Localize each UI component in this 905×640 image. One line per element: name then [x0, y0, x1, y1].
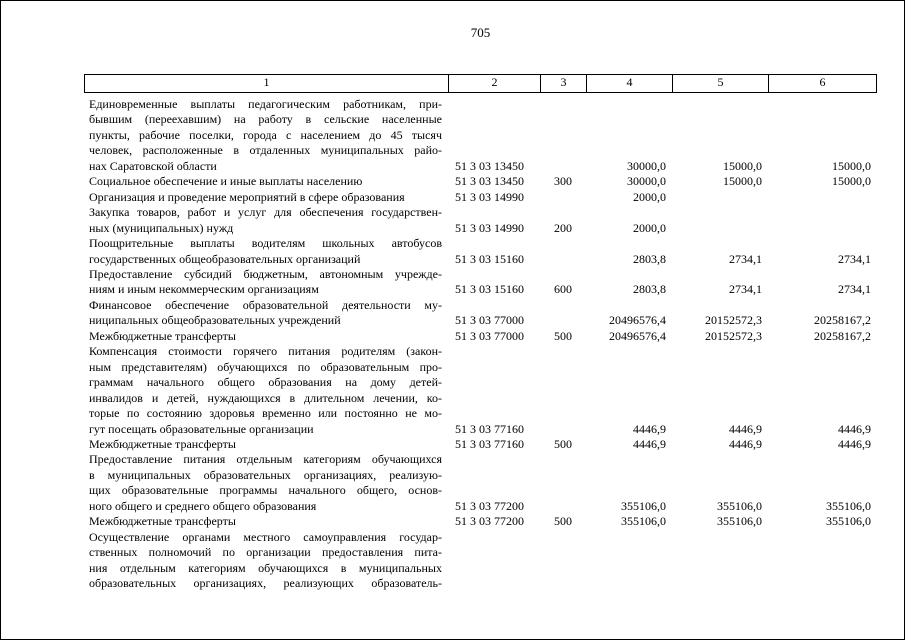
- table-row: [84, 267, 877, 298]
- row-amount-3: 20258167,2: [814, 313, 871, 328]
- row-amount-2: 20152572,3: [705, 328, 762, 343]
- description-line: Предоставление питания отдельным категориям обучающихся: [89, 452, 442, 467]
- row-expense-type-code: 500: [554, 436, 572, 451]
- row-code: 51 3 03 77000: [455, 328, 524, 343]
- row-description: [84, 437, 448, 452]
- row-amount-2: 355106,0: [717, 498, 762, 513]
- row-amount-1: 4446,9: [633, 421, 666, 436]
- table-row: [84, 437, 877, 452]
- table-row: [84, 190, 877, 205]
- row-amount-2: 355106,0: [717, 514, 762, 529]
- row-description: [84, 452, 448, 514]
- row-description: [84, 344, 448, 437]
- row-code: 51 3 03 14990: [455, 220, 524, 235]
- table-row: [84, 205, 877, 236]
- row-code: 51 3 03 77200: [455, 514, 524, 529]
- row-amount-1: 2000,0: [633, 189, 666, 204]
- row-amount-3: 355106,0: [826, 514, 871, 529]
- table-row: [84, 174, 877, 189]
- description-line: бывшим (переехавшим) на работу в сельские населенные: [89, 112, 442, 127]
- description-line: Межбюджетные трансферты: [89, 436, 236, 451]
- description-line: граммам начального общего образования на дому детей-: [89, 375, 442, 390]
- row-amount-3: 355106,0: [826, 498, 871, 513]
- row-amount-1: 30000,0: [627, 174, 666, 189]
- description-line: пункты, рабочие поселки, города с населением до 45 тысяч: [89, 127, 442, 142]
- column-header-3: 3: [540, 75, 586, 92]
- row-description: [84, 205, 448, 236]
- description-line: в муниципальных образовательных организациях, реализую-: [89, 467, 442, 482]
- description-line: Социальное обеспечение и иные выплаты населению: [89, 174, 363, 189]
- row-code: 51 3 03 15160: [455, 282, 524, 297]
- row-description: [84, 514, 448, 529]
- description-line: ным представителям) обучающихся по образовательным про-: [89, 359, 442, 374]
- row-code: 51 3 03 77200: [455, 498, 524, 513]
- table-row: [84, 97, 877, 174]
- row-description: [84, 190, 448, 205]
- description-line: Единовременные выплаты педагогическим работникам, при-: [89, 97, 442, 111]
- row-amount-3: 15000,0: [832, 174, 871, 189]
- table-row: [84, 514, 877, 529]
- description-line: гут посещать образовательные организации: [89, 421, 314, 436]
- row-code: 51 3 03 13450: [455, 174, 524, 189]
- row-amount-1: 4446,9: [633, 436, 666, 451]
- row-description: [84, 329, 448, 344]
- table-row: [84, 236, 877, 267]
- description-line: Поощрительные выплаты водителям школьных автобусов: [89, 236, 442, 251]
- description-line: ниципальных общеобразовательных учреждений: [89, 313, 341, 328]
- table-row: [84, 298, 877, 329]
- description-line: Осуществление органами местного самоуправления государ-: [89, 529, 442, 544]
- row-code: 51 3 03 14990: [455, 189, 524, 204]
- row-amount-1: 30000,0: [627, 158, 666, 173]
- row-expense-type-code: 200: [554, 220, 572, 235]
- column-header-4: 4: [586, 75, 672, 92]
- budget-table: [84, 74, 877, 592]
- row-description: [84, 267, 448, 298]
- row-amount-2: 2734,1: [729, 251, 762, 266]
- row-code: 51 3 03 13450: [455, 158, 524, 173]
- table-row: [84, 344, 877, 437]
- description-line: щих образовательные программы начального общего, основ-: [89, 483, 442, 498]
- row-description: [84, 530, 448, 592]
- table-row: [84, 530, 877, 592]
- description-line: ственных полномочий по организации предоставления пита-: [89, 545, 442, 560]
- description-line: нах Саратовской области: [89, 158, 217, 173]
- row-amount-2: 2734,1: [729, 282, 762, 297]
- row-amount-3: 20258167,2: [814, 328, 871, 343]
- row-code: 51 3 03 15160: [455, 251, 524, 266]
- row-amount-1: 20496576,4: [609, 328, 666, 343]
- column-header-2: 2: [448, 75, 540, 92]
- row-description: [84, 97, 448, 174]
- row-description: [84, 174, 448, 189]
- row-amount-3: 2734,1: [838, 282, 871, 297]
- column-header-6: 6: [768, 75, 877, 92]
- row-amount-3: 4446,9: [838, 421, 871, 436]
- row-amount-3: 4446,9: [838, 436, 871, 451]
- description-line: образовательных организациях, реализующих образователь-: [89, 576, 442, 591]
- row-code: 51 3 03 77000: [455, 313, 524, 328]
- row-amount-1: 2803,8: [633, 282, 666, 297]
- row-amount-1: 2000,0: [633, 220, 666, 235]
- table-header-row: [84, 74, 877, 93]
- row-amount-1: 355106,0: [621, 498, 666, 513]
- table-row: [84, 329, 877, 344]
- row-expense-type-code: 300: [554, 174, 572, 189]
- row-description: [84, 298, 448, 329]
- row-amount-2: 15000,0: [723, 158, 762, 173]
- row-code: 51 3 03 77160: [455, 436, 524, 451]
- row-amount-1: 20496576,4: [609, 313, 666, 328]
- row-amount-3: 2734,1: [838, 251, 871, 266]
- row-expense-type-code: 500: [554, 328, 572, 343]
- column-header-5: 5: [672, 75, 768, 92]
- row-amount-2: 4446,9: [729, 421, 762, 436]
- row-expense-type-code: 500: [554, 514, 572, 529]
- row-amount-2: 20152572,3: [705, 313, 762, 328]
- description-line: ного общего и среднего общего образования: [89, 498, 317, 513]
- description-line: человек, расположенные в отдаленных муниципальных райо-: [89, 143, 442, 158]
- row-amount-2: 4446,9: [729, 436, 762, 451]
- description-line: ных (муниципальных) нужд: [89, 220, 234, 235]
- description-line: Финансовое обеспечение образовательной деятельности му-: [89, 297, 442, 312]
- description-line: ниям и иным некоммерческим организациям: [89, 282, 319, 297]
- row-expense-type-code: 600: [554, 282, 572, 297]
- description-line: инвалидов и детей, нуждающихся в длительном лечении, ко-: [89, 390, 442, 405]
- description-line: Межбюджетные трансферты: [89, 328, 236, 343]
- description-line: Межбюджетные трансферты: [89, 514, 236, 529]
- row-code: 51 3 03 77160: [455, 421, 524, 436]
- row-amount-1: 355106,0: [621, 514, 666, 529]
- row-amount-3: 15000,0: [832, 158, 871, 173]
- table-body: [84, 93, 877, 592]
- column-header-1: 1: [84, 75, 448, 92]
- description-line: Предоставление субсидий бюджетным, автономным учрежде-: [89, 266, 442, 281]
- description-line: Компенсация стоимости горячего питания родителям (закон-: [89, 344, 442, 359]
- table-row: [84, 452, 877, 514]
- page-number: 705: [470, 25, 491, 40]
- row-amount-2: 15000,0: [723, 174, 762, 189]
- description-line: торые по состоянию здоровья временно или постоянно не мо-: [89, 406, 442, 421]
- description-line: Организация и проведение мероприятий в сфере образования: [89, 189, 405, 204]
- description-line: ния отдельным категориям обучающихся в муниципальных: [89, 560, 442, 575]
- row-amount-1: 2803,8: [633, 251, 666, 266]
- row-description: [84, 236, 448, 267]
- description-line: Закупка товаров, работ и услуг для обеспечения государствен-: [89, 205, 442, 220]
- description-line: государственных общеобразовательных организаций: [89, 251, 361, 266]
